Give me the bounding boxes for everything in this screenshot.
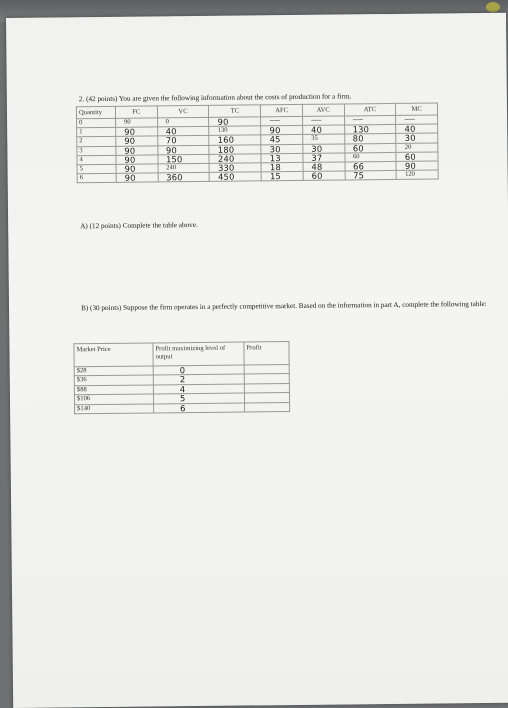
cell-avc: 37 — [303, 153, 345, 163]
cell-quantity: 5 — [77, 164, 116, 174]
header-tc: TC — [209, 105, 261, 118]
table-row — [77, 170, 438, 183]
header-mc: MC — [396, 103, 438, 115]
sticker-mark — [486, 2, 500, 12]
cell-vc: 70 — [157, 136, 209, 146]
header-avc: AVC — [302, 104, 344, 116]
cell-avc: ------ — [302, 116, 344, 126]
cell-vc: 150 — [158, 154, 210, 164]
cell-afc: 45 — [261, 135, 303, 145]
cell-mc: 30 — [396, 133, 438, 143]
cell-output: 4 — [153, 384, 244, 394]
cell-afc: ------ — [261, 116, 303, 126]
header-atc: ATC — [344, 103, 396, 116]
cell-fc: 90 — [116, 127, 158, 137]
cell-market-price: $28 — [74, 366, 153, 376]
header-quantity: Quantity — [76, 106, 115, 118]
cell-afc: 18 — [261, 162, 303, 172]
cell-avc: 40 — [303, 125, 345, 135]
table-row — [75, 402, 290, 414]
cell-output: 5 — [153, 393, 244, 403]
cell-tc: 450 — [210, 172, 262, 182]
cell-vc: 240 — [158, 163, 210, 173]
cell-mc: 120 — [397, 170, 439, 180]
cell-afc: 13 — [261, 153, 303, 163]
cell-quantity: 1 — [77, 128, 116, 138]
question-prompt: 2. (42 points) You are given the following information about the costs of production for a firm. — [78, 92, 352, 104]
part-b-instruction: B) (30 points) Suppose the firm operates in a perfectly competitive market. Based on the information in part A, complete the following table: — [81, 299, 487, 313]
cell-fc: 90 — [116, 145, 158, 155]
cell-profit — [244, 383, 289, 393]
cell-market-price: $36 — [74, 375, 153, 385]
cell-quantity: 2 — [77, 137, 116, 147]
cell-market-price: $140 — [75, 404, 154, 414]
cell-atc: 66 — [345, 161, 397, 171]
cell-avc: 60 — [303, 171, 345, 181]
cell-afc: 90 — [261, 126, 303, 136]
cell-mc: 60 — [396, 152, 438, 162]
cell-output: 2 — [153, 374, 244, 384]
cell-tc: 180 — [209, 144, 261, 154]
cell-atc: 60 — [344, 143, 396, 153]
cell-output: 6 — [154, 403, 245, 413]
cell-tc: 240 — [209, 154, 261, 164]
cell-fc: 90 — [116, 173, 158, 183]
worksheet-paper — [6, 13, 508, 708]
header-market-price: Market Price — [74, 343, 153, 367]
header-vc: VC — [157, 105, 209, 118]
cell-mc: 20 — [396, 143, 438, 153]
cell-avc: 30 — [303, 144, 345, 154]
cell-vc: 0 — [157, 117, 209, 127]
cell-vc: 90 — [157, 145, 209, 155]
cell-atc: 60 — [344, 152, 396, 162]
cell-avc: 48 — [303, 162, 345, 172]
cell-market-price: $106 — [74, 394, 153, 404]
cell-afc: 30 — [261, 144, 303, 154]
cell-fc: 90 — [116, 118, 158, 128]
cell-mc: ------ — [396, 115, 438, 125]
cell-afc: 15 — [262, 172, 304, 182]
cell-mc: 40 — [396, 124, 438, 134]
cell-profit — [244, 374, 289, 384]
cell-profit — [244, 365, 289, 375]
cell-tc: 160 — [209, 135, 261, 145]
part-a-instruction: A) (12 points) Complete the table above. — [80, 221, 198, 231]
cell-quantity: 3 — [77, 146, 116, 156]
cell-atc: ------ — [344, 115, 396, 125]
cost-table — [76, 102, 439, 183]
cell-tc: 130 — [209, 126, 261, 136]
header-profit-max-output: Profit maximizing level of output — [153, 342, 244, 366]
cell-quantity: 6 — [77, 173, 116, 183]
cell-profit — [245, 402, 290, 412]
header-afc: AFC — [261, 104, 303, 116]
cell-tc: 330 — [210, 163, 262, 173]
cell-market-price: $88 — [74, 385, 153, 395]
cell-tc: 90 — [209, 117, 261, 127]
cell-mc: 90 — [396, 161, 438, 171]
cell-quantity: 0 — [77, 118, 116, 128]
cell-avc: 35 — [303, 134, 345, 144]
cell-quantity: 4 — [77, 155, 116, 165]
cell-profit — [244, 393, 289, 403]
cell-fc: 90 — [116, 136, 158, 146]
header-fc: FC — [115, 106, 157, 118]
cell-fc: 90 — [116, 155, 158, 165]
cell-atc: 130 — [344, 125, 396, 135]
header-profit: Profit — [244, 342, 289, 365]
cell-atc: 80 — [344, 134, 396, 144]
profit-table — [73, 341, 290, 414]
cell-fc: 90 — [116, 164, 158, 174]
cell-atc: 75 — [345, 171, 397, 181]
cell-vc: 360 — [158, 173, 210, 183]
cell-vc: 40 — [157, 127, 209, 137]
cell-output: 0 — [153, 365, 244, 375]
profit-table-header-row — [74, 342, 289, 367]
